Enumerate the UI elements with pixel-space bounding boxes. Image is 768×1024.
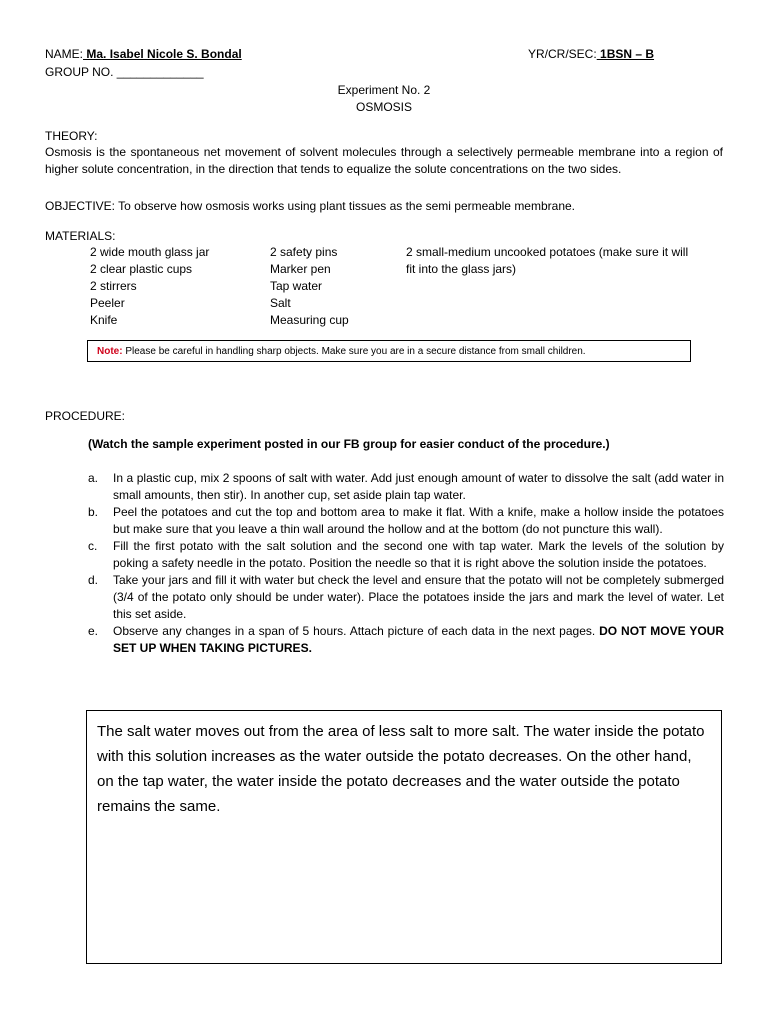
materials-col2: [270, 244, 349, 329]
material-item: 2 wide mouth glass jar: [90, 245, 210, 259]
group-line: GROUP NO. _____________: [45, 65, 204, 79]
step-marker: c.: [88, 539, 98, 553]
yr-label: YR/CR/SEC:: [528, 47, 597, 61]
yr-line: [528, 46, 654, 62]
step-text-body: Observe any changes in a span of 5 hours. Attach picture of each data in the next pages.: [113, 624, 600, 638]
step-marker: e.: [88, 624, 99, 638]
theory-text: Osmosis is the spontaneous net movement of solvent molecules through a selectively permeable membrane into a region of higher solute concentration, in the direction that tends to equalize the solute concentrations on the two sides.: [45, 145, 723, 176]
material-item: Tap water: [270, 279, 323, 293]
material-item: Knife: [90, 313, 118, 327]
material-item: 2 small-medium uncooked potatoes (make sure it will: [406, 245, 689, 259]
step-text: In a plastic cup, mix 2 spoons of salt with water. Add just enough amount of water to dissolve the salt (add water in small amounts, then stir). In another cup, set aside plain tap water.: [113, 471, 724, 502]
material-item: Salt: [270, 296, 291, 310]
step-text: Fill the first potato with the salt solution and the second one with tap water. Mark the levels of the solution by poking a safety needle in the potato. Position the needle so that it is right above the solution inside the potatoes.: [113, 539, 724, 570]
procedure-step: [88, 470, 724, 504]
procedure-steps: [88, 470, 724, 657]
material-item: fit into the glass jars): [406, 262, 517, 276]
answer-box: [86, 710, 722, 964]
note-label: Note:: [97, 346, 123, 357]
objective-text: To observe how osmosis works using plant tissues as the semi permeable membrane.: [115, 199, 576, 213]
step-text: [113, 623, 724, 657]
materials-label: MATERIALS:: [45, 229, 116, 243]
materials-col3: [406, 244, 688, 278]
material-item: Measuring cup: [270, 313, 349, 327]
procedure-intro: (Watch the sample experiment posted in our FB group for easier conduct of the procedure.): [88, 437, 610, 451]
name-value: Ma. Isabel Nicole S. Bondal: [83, 47, 242, 61]
note-text: Please be careful in handling sharp objects. Make sure you are in a secure distance from small children.: [122, 346, 586, 357]
safety-note: [87, 340, 691, 362]
answer-text: The salt water moves out from the area of less salt to more salt. The water inside the potato with this solution increases as the water outside the potato decreases. On the other hand, on the tap water, the water inside the potato decreases and the water outside the potato remains the same.: [97, 723, 705, 815]
name-line: [45, 46, 242, 62]
material-item: Marker pen: [270, 262, 331, 276]
step-emphasis: DO NOT MOVE YOUR SET UP WHEN TAKING PICTURES.: [113, 624, 725, 655]
step-text: Take your jars and fill it with water but check the level and ensure that the potato will not be completely submerged (3/4 of the potato only should be under water). Place the potatoes inside the jars and mark the level of water. Let this set aside.: [113, 573, 724, 621]
experiment-title: OSMOSIS: [355, 100, 412, 114]
step-marker: a.: [88, 471, 99, 485]
materials-col1: [90, 244, 209, 329]
material-item: Peeler: [90, 296, 125, 310]
procedure-step: [88, 572, 724, 623]
objective-label: OBJECTIVE:: [45, 199, 116, 213]
material-item: 2 safety pins: [270, 245, 338, 259]
procedure-step: [88, 538, 724, 572]
yr-value: 1BSN – B: [596, 47, 655, 61]
procedure-step: [88, 623, 724, 657]
theory-label: THEORY:: [45, 129, 98, 143]
experiment-number: Experiment No. 2: [337, 83, 431, 97]
procedure-label: PROCEDURE:: [45, 409, 126, 423]
step-text: Peel the potatoes and cut the top and bottom area to make it flat. With a knife, make a hollow inside the potatoes but make sure that you leave a thin wall around the hollow and at the bottom (do not puncture this wall).: [113, 505, 724, 536]
material-item: 2 clear plastic cups: [90, 262, 193, 276]
material-item: 2 stirrers: [90, 279, 137, 293]
objective-line: [45, 198, 575, 214]
step-marker: b.: [88, 505, 99, 519]
step-marker: d.: [88, 573, 99, 587]
name-label: NAME:: [45, 47, 84, 61]
procedure-step: [88, 504, 724, 538]
